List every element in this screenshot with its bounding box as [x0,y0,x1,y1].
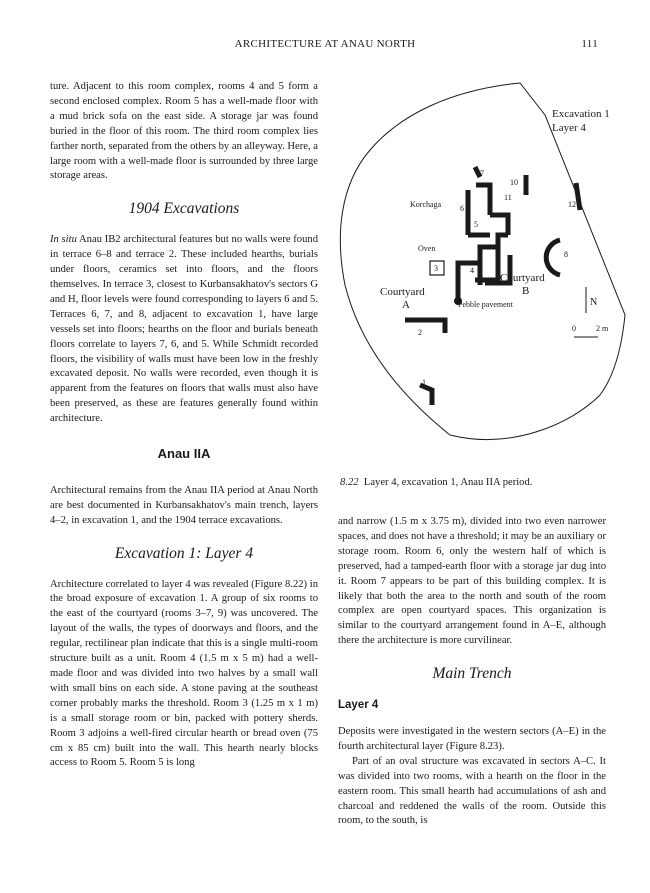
paragraph [50,233,318,427]
section-heading-excavation-1: Excavation 1: Layer 4 [114,544,254,562]
paragraph: and narrow (1.5 m x 3.75 m), divided into two even narrower spaces, and does not have a threshold; it may be an auxiliary or storage room. Room 6, only the western half of which is preserved, had a tamped-earth floor with a storage jar dug into it. Room 7 appears to be part of this building complex. It is likely that both the area to the north and south of the room complex are open courtyard spaces. This organization is similar to the courtyard arrangement found in A–E, although there the architecture is more curvilinear. [338,516,606,647]
paragraph: Deposits were investigated in the western sectors (A–E) in the fourth architectural layer (Figure 8.23). [338,725,606,752]
room-label-2: 2 [418,328,422,337]
label-courtyard-a-letter: A [402,299,410,311]
page-number: 111 [581,38,598,50]
room-label-5: 5 [474,220,478,229]
figure-caption [340,477,600,488]
paragraph-text: Anau IB2 architectural features but no walls were found in terrace 6–8 and terrace 2. These included hearths, burials under floors, ceramics set into floors, and the floors themselves. In terrace 3, closest to Kurbansakhatov's sectors G and H, floor levels were found corresponding to layers 6 and 5. Terraces 6, 7, and 8, adjacent to excavation 1, have large vessels set into floors; hearths on the floor and burials beneath floors correlate to layers 7, 6, and 5. While Schmidt recorded floors, the visibility of walls must have been low in the freshly excavated deposit. No walls were recorded, even though it is apparent from the features on floors that walls must also have been preserved, as these are features generally found within architecture. [50,234,319,425]
caption-text: Layer 4, excavation 1, Anau IIA period. [363,477,533,488]
figure-title-2: Layer 4 [552,122,586,134]
scale-two-m: 2 m [596,324,609,333]
scale-zero: 0 [572,324,576,333]
running-header [0,38,650,54]
excavation-boundary [340,83,625,439]
section-heading-anau-iia: Anau IIA [157,446,211,462]
paragraph: Architecture correlated to layer 4 was revealed (Figure 8.22) in the broad exposure of excavation 1. A group of six rooms to the east of the courtyard (rooms 3–7, 9) was uncovered. The layout of the walls, the types of doorways and floors, and the regular, rectilinear plan indicate that this is a single multi-room structure built as a unit. Room 4 (1.5 m x 5 m) had a well-made floor and was divided into two halves by a small wall with small bins on each side. A stone paving at the southeast corner probably marks the threshold. Room 3 (1.25 m x 1 m) is a small storage room or bin, packed with pottery sherds. Room 3 adjoins a well-fired circular hearth or bread oven (75 cm x 85 cm) built into the wall. This hearth nearly blocks access to Room 5. Room 5 is long [50,578,318,769]
room-label-6: 6 [460,204,464,213]
italic-phrase: In situ [50,234,77,246]
room-label-3: 3 [434,264,438,273]
label-courtyard-a: Courtyard [380,286,425,298]
label-courtyard-b-letter: B [522,285,530,297]
label-korchaga: Korchaga [410,200,442,209]
right-column [338,515,606,829]
room-label-12: 12 [568,200,576,209]
figure-title-1: Excavation 1 [552,108,610,120]
room-label-10: 10 [510,178,518,187]
room-label-4: 4 [470,266,474,275]
caption-number: 8.22 [340,477,359,488]
room-label-11: 11 [504,193,512,202]
north-arrow-label: N [590,297,598,308]
label-pebble-pavement: Pebble pavement [458,300,513,309]
wall [576,183,580,210]
site-plan-figure [330,75,630,455]
paragraph: Part of an oval structure was excavated in sectors A–C. It was divided into two rooms, with a hearth on the floor in the eastern room. This small hearth had accumulations of ash and charcoal and reddened the walls of the room. Outside this room, to the south, is [338,755,606,827]
wall [490,215,508,235]
subheading-layer-4: Layer 4 [338,699,379,712]
label-oven: Oven [418,244,436,253]
room-label-8: 8 [564,250,568,259]
running-title: ARCHITECTURE AT ANAU NORTH [234,38,416,50]
room-label-1: 1 [422,378,426,387]
wall [405,320,445,333]
label-courtyard-b: Courtyard [500,272,545,284]
wall [476,185,490,215]
paragraph: Architectural remains from the Anau IIA period at Anau North are best documented in Kurbansakhatov's main trench, layers 4–2, in excavation 1, and the 1904 terrace excavations. [50,484,318,526]
section-heading-main-trench: Main Trench [432,665,512,683]
paragraph: ture. Adjacent to this room complex, rooms 4 and 5 form a second enclosed complex. Room 5 has a well-made floor with a mud brick sofa on the east side. A storage jar was found buried in the floor of this room. The third room complex lies farther north, separated from the others by an alleyway. Here, a large room with a well-made floor is surrounded by three large storage areas. [50,81,318,182]
room-label-7: 7 [480,169,484,178]
left-column [50,80,318,771]
section-heading-1904: 1904 Excavations [128,200,240,218]
wall [420,385,432,405]
wall [546,240,560,275]
